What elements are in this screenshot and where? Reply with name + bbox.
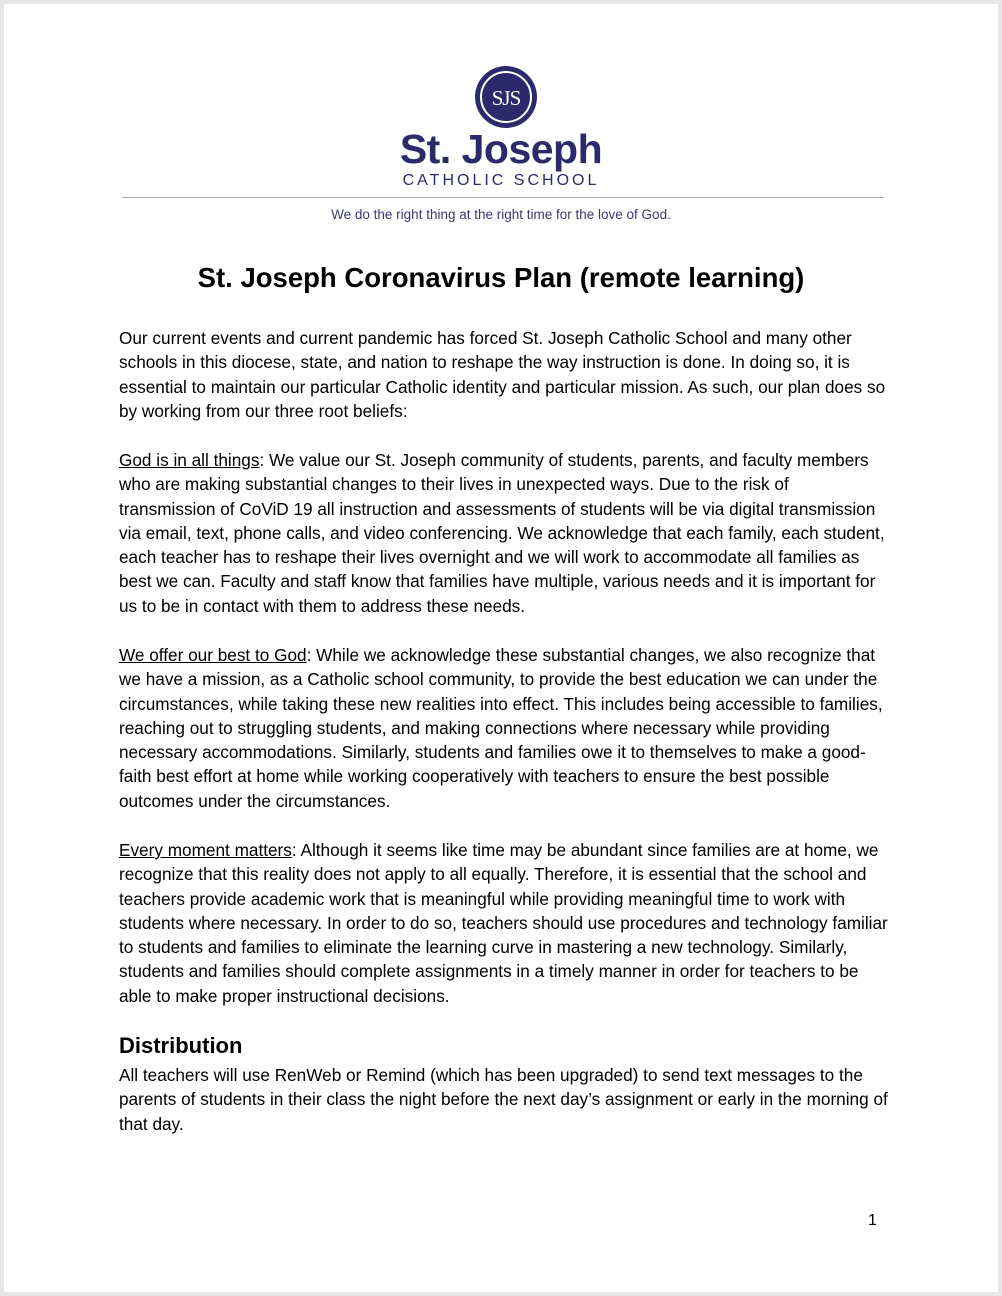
belief-text: : While we acknowledge these substantial changes, we also recognize that we have a mission, as a Catholic school community, to provide the best education we can under the circumstances, while taking these new realities into effect. This includes being accessible to families, reaching out to struggling students, and making connections where necessary while providing necessary accommodations. Similarly, students and families owe it to themselves to make a good-faith best effort at home while working cooperatively with teachers to ensure the best possible outcomes under the circumstances.: [119, 645, 883, 811]
belief-heading: God is in all things: [119, 450, 260, 470]
school-name: St. Joseph: [399, 126, 603, 172]
school-tagline: We do the right thing at the right time for the love of God.: [331, 207, 671, 222]
intro-paragraph: [119, 326, 889, 423]
belief-paragraph-1: [119, 448, 889, 618]
school-subtitle: CATHOLIC SCHOOL: [402, 172, 600, 189]
distribution-heading: Distribution: [119, 1033, 243, 1058]
school-seal-logo: [473, 64, 539, 130]
svg-text:SJS: SJS: [491, 86, 521, 110]
header-divider: [122, 197, 884, 198]
belief-heading: Every moment matters: [119, 840, 292, 860]
belief-paragraph-2: [119, 643, 889, 813]
belief-heading: We offer our best to God: [119, 645, 307, 665]
distribution-text: All teachers will use RenWeb or Remind (which has been upgraded) to send text messages to the parents of students in their class the night before the next day’s assignment or early in the morning of that day.: [119, 1065, 888, 1134]
belief-paragraph-3: [119, 838, 889, 1008]
belief-text: : Although it seems like time may be abundant since families are at home, we recognize that this reality does not apply to all equally. Therefore, it is essential that the school and teachers provide academic work that is meaningful while providing meaningful time to work with students where necessary. In order to do so, teachers should use procedures and technology familiar to students and families to eliminate the learning curve in mastering a new technology. Similarly, students and families should complete assignments in a timely manner in order for teachers to be able to make proper instructional decisions.: [119, 840, 888, 1006]
page-number: 1: [868, 1212, 877, 1229]
distribution-paragraph: [119, 1063, 889, 1136]
document-title: St. Joseph Coronavirus Plan (remote learning): [197, 262, 805, 293]
intro-text: Our current events and current pandemic has forced St. Joseph Catholic School and many other schools in this diocese, state, and nation to reshape the way instruction is done. In doing so, it is essential to maintain our particular Catholic identity and particular mission. As such, our plan does so by working from our three root beliefs:: [119, 328, 886, 421]
belief-text: : We value our St. Joseph community of students, parents, and faculty members who are making substantial changes to their lives in unexpected ways. Due to the risk of transmission of CoViD 19 all instruction and assessments of students will be via digital transmission via email, text, phone calls, and video conferencing. We acknowledge that each family, each student, each teacher has to reshape their lives overnight and we will work to accommodate all families as best we can. Faculty and staff know that families have multiple, various needs and it is important for us to be in contact with them to address these needs.: [119, 450, 885, 616]
